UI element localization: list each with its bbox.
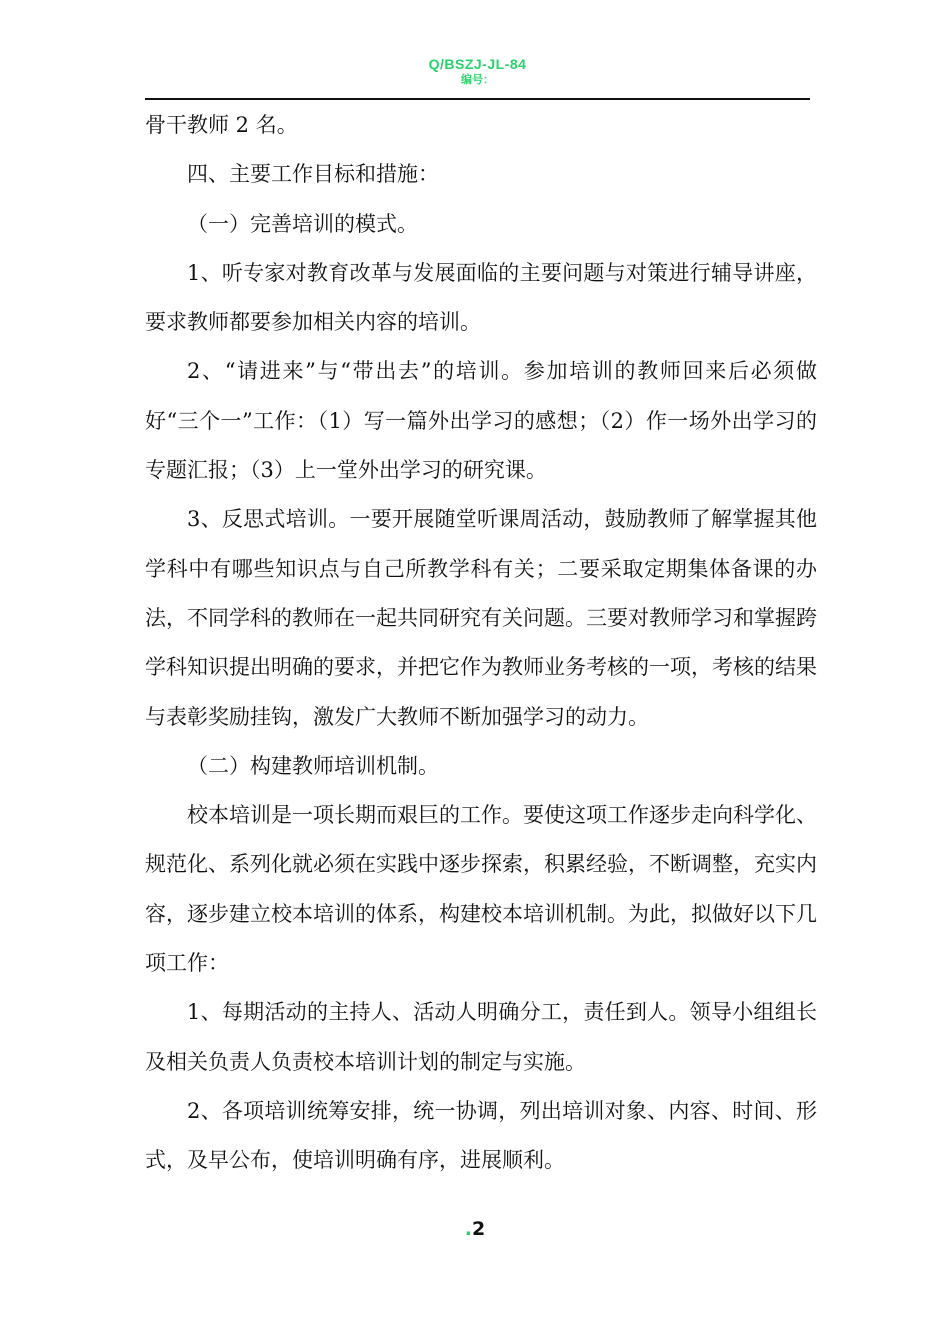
- page-header: [145, 55, 810, 99]
- page-number: 2: [471, 1218, 486, 1240]
- paragraph-school-training: 校本培训是一项长期而艰巨的工作。要使这项工作逐步走向科学化、规范化、系列化就必须在实践中逐步探索，积累经验，不断调整，充实内容，逐步建立校本培训的体系，构建校本培训机制。为此，拟做好以下几项工作：: [145, 803, 817, 976]
- footer-dot: .: [464, 1218, 472, 1240]
- page-footer: [0, 1216, 950, 1242]
- section-heading-4: 四、主要工作目标和措施：: [187, 162, 439, 187]
- document-body: [145, 101, 817, 1186]
- list-item-3-reflective-training: 3、反思式培训。一要开展随堂听课周活动，鼓励教师了解掌握其他学科中有哪些知识点与自己所教学科有关；二要采取定期集体备课的办法，不同学科的教师在一起共同研究有关问题。三要对教师学习和掌握跨学科知识提出明确的要求，并把它作为教师业务考核的一项，考核的结果与表彰奖励挂钩，激发广大教师不断加强学习的动力。: [145, 507, 817, 729]
- paragraph-continuation: 骨干教师 2 名。: [145, 113, 298, 137]
- list-item-1-division-of-labor: 1、每期活动的主持人、活动人明确分工，责任到人。领导小组组长及相关负责人负责校本培训计划的制定与实施。: [145, 1000, 817, 1074]
- list-item-1-expert-lectures: 1、听专家对教育改革与发展面临的主要问题与对策进行辅导讲座，要求教师都要参加相关内容的培训。: [145, 260, 817, 335]
- subsection-heading-2: （二）构建教师培训机制。: [187, 753, 439, 778]
- list-item-2-bring-in-go-out: 2、“请进来”与“带出去”的培训。参加培训的教师回来后必须做好“三个一”工作：（1）写一篇外出学习的感想；（2）作一场外出学习的专题汇报；（3）上一堂外出学习的研究课。: [145, 359, 817, 483]
- subsection-heading-1: （一）完善培训的模式。: [187, 211, 418, 236]
- document-code: Q/BSZJ-JL-84: [428, 56, 527, 72]
- header-divider: [145, 98, 810, 100]
- document-number-label: 编号：: [461, 73, 494, 86]
- list-item-2-coordination: 2、各项培训统筹安排，统一协调，列出培训对象、内容、时间、形式，及早公布，使培训明确有序，进展顺利。: [145, 1098, 817, 1173]
